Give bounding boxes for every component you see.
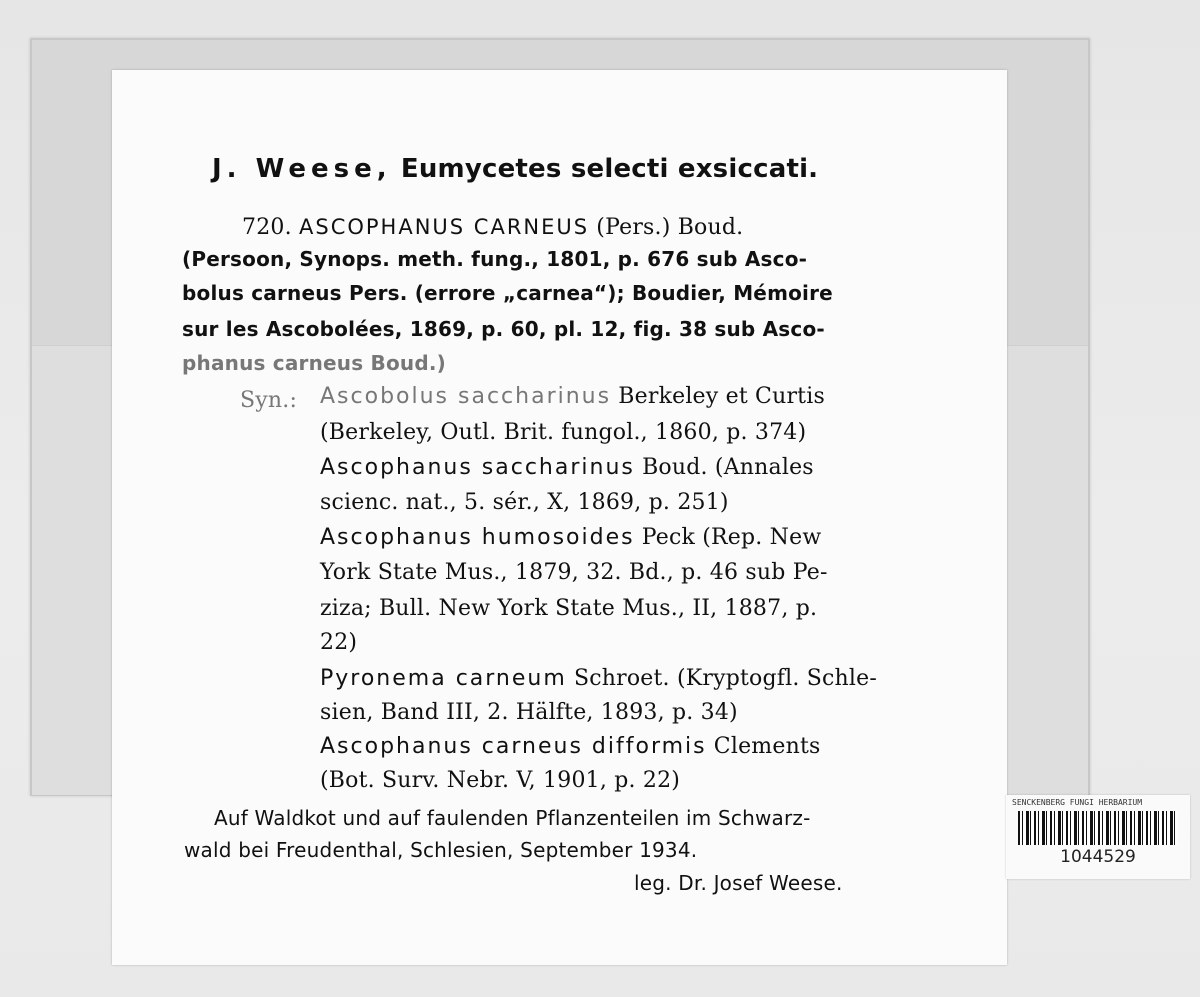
synonym-line — [320, 666, 877, 692]
synonym-name: Pyronema carneum — [320, 666, 567, 691]
synonym-line — [320, 700, 738, 726]
synonym-citation: Clements — [706, 734, 821, 759]
barcode-card — [1006, 795, 1190, 879]
synonym-line — [320, 490, 729, 516]
synonym-citation: Boud. (Annales — [634, 455, 814, 480]
specimen-number: 720. — [242, 215, 292, 240]
synonym-citation: Peck (Rep. New — [634, 525, 822, 550]
locality-line-1: Auf Waldkot und auf faulenden Pflanzenteilen im Schwarz- — [214, 806, 811, 830]
barcode-number: 1044529 — [1060, 847, 1136, 867]
basionym-line-2: bolus carneus Pers. (errore „carnea“); Boudier, Mémoire — [182, 281, 833, 305]
species-line — [242, 214, 743, 241]
synonym-line — [320, 525, 821, 551]
synonym-citation: sien, Band III, 2. Hälfte, 1893, p. 34) — [320, 700, 738, 725]
synonym-citation: York State Mus., 1879, 32. Bd., p. 46 sub Pe- — [320, 560, 828, 585]
synonym-citation: 22) — [320, 630, 358, 655]
barcode-institution-text: SENCKENBERG FUNGI HERBARIUM — [1012, 798, 1143, 807]
header-title: Eumycetes selecti exsiccati. — [400, 154, 819, 184]
header-name: J. Weese, — [212, 154, 392, 184]
synonym-line — [320, 560, 828, 586]
synonym-citation: Berkeley et Curtis — [611, 384, 825, 409]
synonym-line — [320, 768, 680, 794]
synonyms-label: Syn.: — [240, 388, 298, 413]
synonym-line — [320, 455, 814, 481]
synonym-name: Ascophanus saccharinus — [320, 455, 635, 480]
synonym-line — [320, 420, 806, 446]
synonym-citation: scienc. nat., 5. sér., X, 1869, p. 251) — [320, 490, 729, 515]
barcode-image — [1018, 811, 1178, 845]
synonym-line — [320, 384, 825, 410]
synonym-citation: (Bot. Surv. Nebr. V, 1901, p. 22) — [320, 768, 681, 793]
synonym-name: Ascobolus saccharinus — [320, 384, 612, 409]
species-name: ASCOPHANUS CARNEUS — [299, 215, 590, 239]
synonym-line — [320, 596, 817, 622]
basionym-line-3: sur les Ascobolées, 1869, p. 60, pl. 12, fig. 38 sub Asco- — [182, 317, 825, 341]
label-header — [212, 156, 818, 182]
basionym-line-4: phanus carneus Boud.) — [182, 351, 446, 375]
synonym-citation: ziza; Bull. New York State Mus., II, 1887, p. — [320, 596, 818, 621]
species-authority: (Pers.) Boud. — [596, 215, 744, 240]
collector-line: leg. Dr. Josef Weese. — [634, 871, 843, 895]
synonym-line — [320, 734, 820, 760]
locality-line-2: wald bei Freudenthal, Schlesien, September 1934. — [184, 838, 698, 862]
synonym-citation: Schroet. (Kryptogfl. Schle- — [566, 666, 877, 691]
basionym-line-1: (Persoon, Synops. meth. fung., 1801, p. 676 sub Asco- — [182, 247, 808, 271]
synonym-name: Ascophanus carneus difformis — [320, 734, 707, 759]
synonym-citation: (Berkeley, Outl. Brit. fungol., 1860, p. 374) — [320, 420, 807, 445]
herbarium-label — [112, 70, 1007, 965]
synonym-name: Ascophanus humosoides — [320, 525, 635, 550]
synonym-line — [320, 630, 357, 656]
